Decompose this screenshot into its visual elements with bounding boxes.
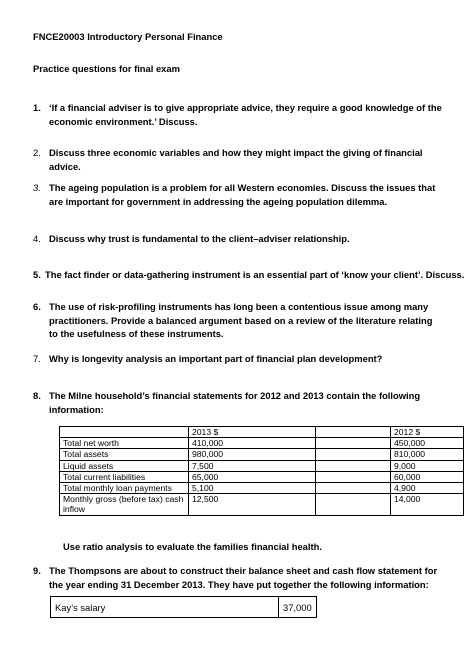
question-8	[33, 389, 443, 416]
table-header-cell	[316, 427, 391, 438]
table-header-row	[60, 427, 464, 438]
table-row	[60, 494, 464, 515]
question-3	[33, 181, 443, 208]
milne-instruction: Use ratio analysis to evaluate the families financial health.	[63, 541, 322, 552]
question-text: Why is longevity analysis an important part of financial plan development?	[49, 353, 383, 364]
table-cell: Liquid assets	[60, 460, 189, 471]
question-2	[33, 146, 443, 173]
question-text: Discuss three economic variables and how they might impact the giving of financial advice.	[49, 147, 423, 172]
table-header-cell: 2013 $	[189, 427, 316, 438]
table-cell	[316, 449, 391, 460]
question-number: 8.	[33, 390, 41, 401]
table-cell: 37,000	[279, 597, 317, 618]
table-row	[51, 597, 317, 618]
table-cell	[316, 438, 391, 449]
question-number: 5.	[33, 269, 41, 280]
question-text: The use of risk-profiling instruments has long been a contentious issue among many practitioners. Provide a balanced argument based on a review of the literature relating to the usefulness of these instruments.	[49, 301, 433, 339]
question-5	[33, 268, 465, 282]
question-6	[33, 300, 443, 341]
table-cell: 9,000	[391, 460, 464, 471]
table-cell	[316, 460, 391, 471]
table-row	[60, 449, 464, 460]
table-cell: 60,000	[391, 471, 464, 482]
table-cell: Kay’s salary	[51, 597, 279, 618]
course-title: FNCE20003 Introductory Personal Finance	[33, 31, 223, 42]
question-text: The Thompsons are about to construct their balance sheet and cash flow statement for the year ending 31 December 2013. They have put together the following information:	[49, 565, 438, 590]
table-cell: Total assets	[60, 449, 189, 460]
table-cell: 410,000	[189, 438, 316, 449]
table-row	[60, 438, 464, 449]
table-cell: Total monthly loan payments	[60, 483, 189, 494]
table-row	[60, 460, 464, 471]
question-number: 9.	[33, 565, 41, 576]
question-1	[33, 101, 443, 128]
table-cell: 14,000	[391, 494, 464, 515]
question-number: 3.	[33, 182, 41, 193]
table-cell: 810,000	[391, 449, 464, 460]
table-cell	[316, 483, 391, 494]
table-cell: Total current liabilities	[60, 471, 189, 482]
table-cell: 65,000	[189, 471, 316, 482]
question-text: The Milne household’s financial statements for 2012 and 2013 contain the following information:	[49, 390, 421, 415]
question-number: 6.	[33, 301, 41, 312]
table-cell: Total net worth	[60, 438, 189, 449]
question-text: ‘If a financial adviser is to give appropriate advice, they require a good knowledge of the economic environment.’ Discuss.	[49, 102, 442, 127]
question-4	[33, 232, 443, 246]
table-cell: 7,500	[189, 460, 316, 471]
table-cell: 980,000	[189, 449, 316, 460]
table-cell: 12,500	[189, 494, 316, 515]
table-cell: 4,900	[391, 483, 464, 494]
table-cell: Monthly gross (before tax) cash inflow	[60, 494, 189, 515]
table-cell	[316, 471, 391, 482]
question-number: 7.	[33, 353, 41, 364]
table-header-cell	[60, 427, 189, 438]
document-subtitle: Practice questions for final exam	[33, 63, 180, 74]
question-7	[33, 352, 443, 366]
table-cell	[316, 494, 391, 515]
table-header-cell: 2012 $	[391, 427, 464, 438]
question-text: The ageing population is a problem for all Western economies. Discuss the issues that are important for government in addressing the ageing population dilemma.	[49, 182, 436, 207]
thompson-table	[50, 596, 317, 618]
question-text: The fact finder or data-gathering instrument is an essential part of ‘know your client’. Discuss.	[45, 269, 465, 280]
table-cell: 450,000	[391, 438, 464, 449]
question-number: 2.	[33, 147, 41, 158]
table-cell: 5,100	[189, 483, 316, 494]
question-number: 1.	[33, 102, 41, 113]
question-9	[33, 564, 445, 591]
table-row	[60, 483, 464, 494]
question-number: 4.	[33, 233, 41, 244]
question-text: Discuss why trust is fundamental to the client–adviser relationship.	[49, 233, 350, 244]
milne-financial-table	[59, 426, 464, 516]
table-row	[60, 471, 464, 482]
